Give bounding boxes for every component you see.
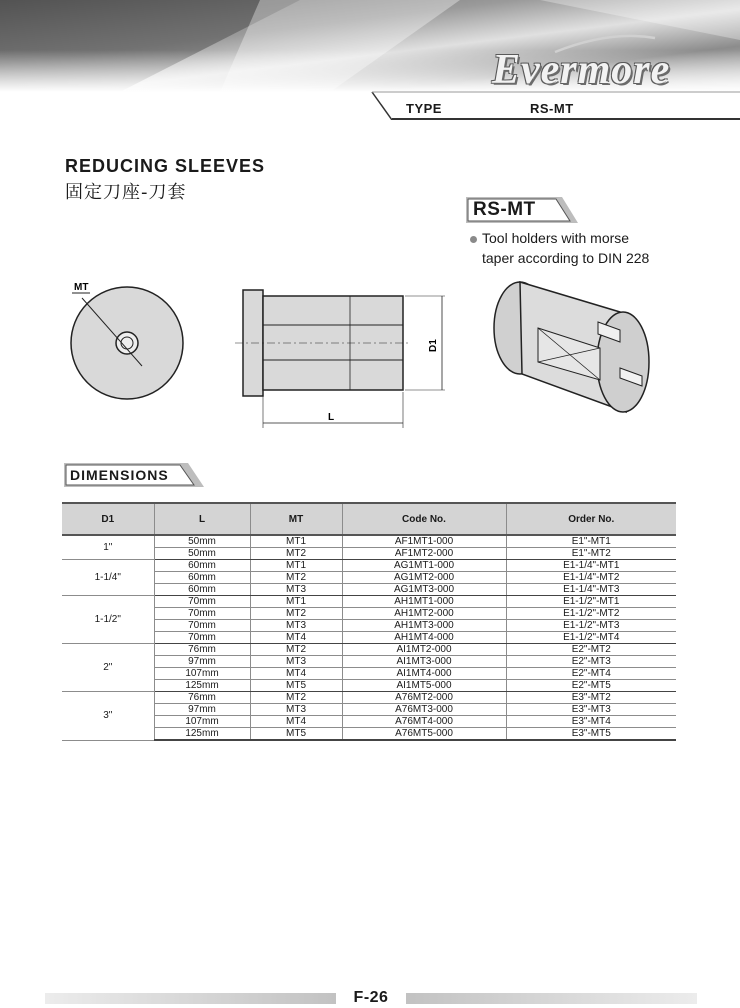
table-row xyxy=(62,716,676,728)
mt-cell: MT3 xyxy=(250,704,342,716)
order-cell: E1"-MT1 xyxy=(506,535,676,548)
order-cell: E1-1/2"-MT2 xyxy=(506,608,676,620)
code-cell: A76MT3-000 xyxy=(342,704,506,716)
mt-cell: MT2 xyxy=(250,572,342,584)
table-row xyxy=(62,572,676,584)
order-cell: E3"-MT3 xyxy=(506,704,676,716)
order-cell: E3"-MT5 xyxy=(506,728,676,741)
order-cell: E3"-MT2 xyxy=(506,692,676,704)
l-cell: 70mm xyxy=(154,620,250,632)
order-cell: E2"-MT4 xyxy=(506,668,676,680)
table-row xyxy=(62,608,676,620)
order-cell: E2"-MT5 xyxy=(506,680,676,692)
d1-cell: 1-1/2" xyxy=(62,596,154,644)
code-cell: AH1MT3-000 xyxy=(342,620,506,632)
table-row xyxy=(62,632,676,644)
mt-cell: MT1 xyxy=(250,535,342,548)
table-row xyxy=(62,560,676,572)
code-cell: AI1MT2-000 xyxy=(342,644,506,656)
d1-cell: 1-1/4" xyxy=(62,560,154,596)
table-row xyxy=(62,656,676,668)
brand-logo: Evermore xyxy=(492,47,671,93)
front-view-drawing xyxy=(71,282,183,399)
mt-cell: MT3 xyxy=(250,584,342,596)
column-header-order-no: Order No. xyxy=(506,503,676,535)
code-cell: AF1MT2-000 xyxy=(342,548,506,560)
side-view-drawing xyxy=(235,290,445,428)
order-cell: E1-1/2"-MT1 xyxy=(506,596,676,608)
code-cell: AG1MT3-000 xyxy=(342,584,506,596)
l-cell: 50mm xyxy=(154,535,250,548)
mt-cell: MT3 xyxy=(250,620,342,632)
isometric-view-drawing xyxy=(494,282,649,412)
order-cell: E1-1/2"-MT4 xyxy=(506,632,676,644)
mt-cell: MT2 xyxy=(250,608,342,620)
code-cell: AG1MT2-000 xyxy=(342,572,506,584)
page-title: REDUCING SLEEVES xyxy=(65,156,266,176)
mt-cell: MT4 xyxy=(250,668,342,680)
order-cell: E1"-MT2 xyxy=(506,548,676,560)
l-cell: 60mm xyxy=(154,584,250,596)
mt-cell: MT5 xyxy=(250,728,342,741)
l-cell: 107mm xyxy=(154,668,250,680)
l-cell: 97mm xyxy=(154,704,250,716)
dimensions-label: DIMENSIONS xyxy=(70,467,169,483)
table-row xyxy=(62,692,676,704)
code-cell: AI1MT5-000 xyxy=(342,680,506,692)
order-cell: E1-1/2"-MT3 xyxy=(506,620,676,632)
mt-cell: MT5 xyxy=(250,680,342,692)
table-row xyxy=(62,680,676,692)
l-cell: 70mm xyxy=(154,632,250,644)
type-label: TYPE xyxy=(406,101,442,116)
code-cell: A76MT2-000 xyxy=(342,692,506,704)
page-number: F-26 xyxy=(336,987,406,1008)
table-row xyxy=(62,584,676,596)
code-cell: AG1MT1-000 xyxy=(342,560,506,572)
description-line-1: Tool holders with morse xyxy=(482,230,630,246)
mt-cell: MT3 xyxy=(250,656,342,668)
column-header-l: L xyxy=(154,503,250,535)
order-cell: E3"-MT4 xyxy=(506,716,676,728)
type-value: RS-MT xyxy=(530,101,574,116)
mt-cell: MT4 xyxy=(250,632,342,644)
model-badge: RS-MT xyxy=(473,199,536,220)
table-row xyxy=(62,668,676,680)
table-row xyxy=(62,728,676,741)
code-cell: A76MT4-000 xyxy=(342,716,506,728)
l-cell: 76mm xyxy=(154,644,250,656)
code-cell: A76MT5-000 xyxy=(342,728,506,741)
mt-cell: MT4 xyxy=(250,716,342,728)
d1-label: D1 xyxy=(428,339,439,352)
l-cell: 107mm xyxy=(154,716,250,728)
table-row xyxy=(62,535,676,548)
mt-cell: MT1 xyxy=(250,560,342,572)
l-cell: 97mm xyxy=(154,656,250,668)
table-row xyxy=(62,596,676,608)
l-cell: 76mm xyxy=(154,692,250,704)
code-cell: AH1MT4-000 xyxy=(342,632,506,644)
order-cell: E2"-MT2 xyxy=(506,644,676,656)
l-cell: 70mm xyxy=(154,596,250,608)
order-cell: E1-1/4"-MT3 xyxy=(506,584,676,596)
l-cell: 125mm xyxy=(154,728,250,741)
table-row xyxy=(62,548,676,560)
table-row xyxy=(62,644,676,656)
d1-cell: 1" xyxy=(62,535,154,560)
order-cell: E1-1/4"-MT1 xyxy=(506,560,676,572)
description-line-2: taper according to DIN 228 xyxy=(482,250,650,266)
d1-cell: 3" xyxy=(62,692,154,741)
order-cell: E1-1/4"-MT2 xyxy=(506,572,676,584)
technical-drawings xyxy=(60,270,680,430)
mt-cell: MT2 xyxy=(250,548,342,560)
column-header-d1: D1 xyxy=(62,503,154,535)
order-cell: E2"-MT3 xyxy=(506,656,676,668)
page-title-chinese: 固定刀座-刀套 xyxy=(65,182,187,203)
mt-cell: MT2 xyxy=(250,692,342,704)
code-cell: AI1MT4-000 xyxy=(342,668,506,680)
code-cell: AH1MT2-000 xyxy=(342,608,506,620)
column-header-code-no: Code No. xyxy=(342,503,506,535)
bullet-icon xyxy=(470,236,477,243)
d1-cell: 2" xyxy=(62,644,154,692)
code-cell: AH1MT1-000 xyxy=(342,596,506,608)
l-cell: 70mm xyxy=(154,608,250,620)
l-cell: 60mm xyxy=(154,572,250,584)
l-cell: 60mm xyxy=(154,560,250,572)
table-row xyxy=(62,704,676,716)
l-label: L xyxy=(328,412,335,423)
table-header-row xyxy=(62,503,676,535)
table-row xyxy=(62,620,676,632)
code-cell: AF1MT1-000 xyxy=(342,535,506,548)
mt-cell: MT1 xyxy=(250,596,342,608)
mt-cell: MT2 xyxy=(250,644,342,656)
l-cell: 50mm xyxy=(154,548,250,560)
code-cell: AI1MT3-000 xyxy=(342,656,506,668)
column-header-mt: MT xyxy=(250,503,342,535)
mt-label: MT xyxy=(74,282,89,293)
l-cell: 125mm xyxy=(154,680,250,692)
dimensions-table xyxy=(62,502,676,741)
